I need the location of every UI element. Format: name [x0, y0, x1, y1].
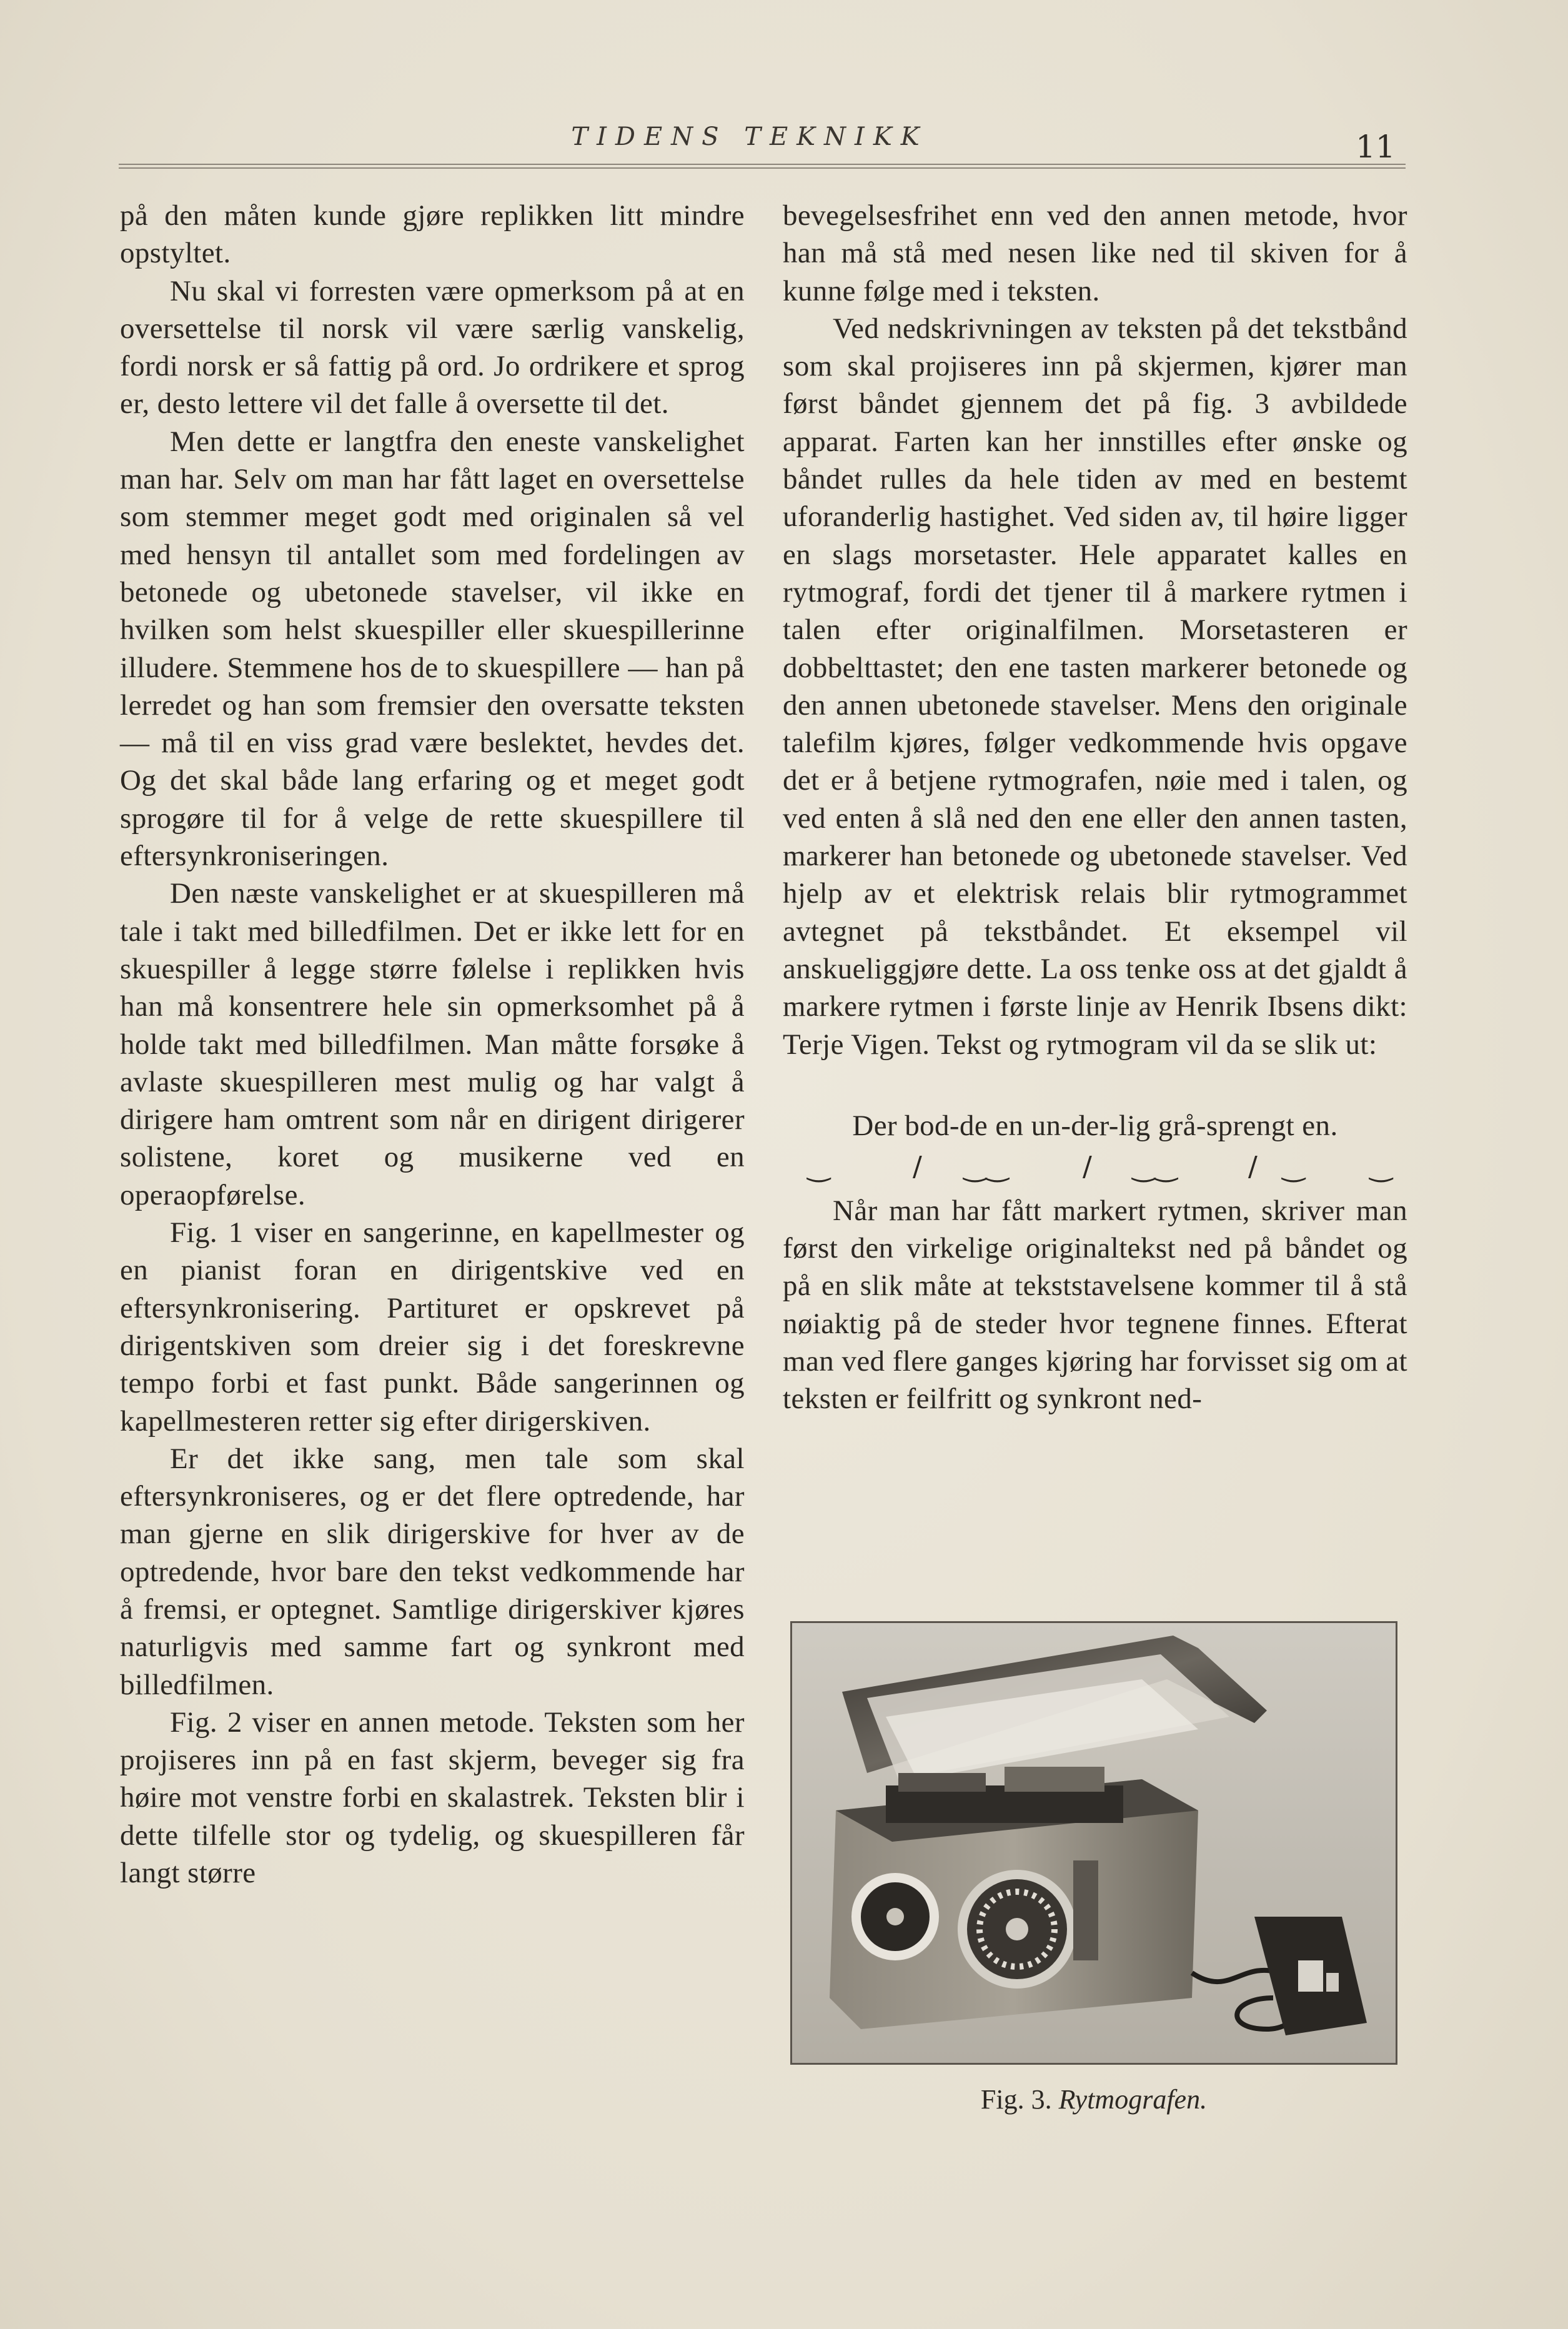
poem-line: Der bod-de en un-der-lig grå-sprengt en. [852, 1109, 1338, 1142]
left-column [120, 197, 745, 1892]
stressed-mark: / [1248, 1150, 1258, 1183]
unstressed-mark: ‿‿ [1133, 1150, 1178, 1183]
paragraph: Nu skal vi forresten være opmerksom på at en oversettelse til norsk vil være særlig vanskelig, fordi norsk er så fattig på ord. Jo ordrikere et sprog er, desto lettere vil det falle å oversette til det. [120, 274, 745, 420]
paragraph: Ved nedskrivningen av teksten på det tekstbånd som skal projiseres inn på skjermen, kjører man først båndet gjennem det på fig. 3 avbildede apparat. Farten kan her innstilles efter ønske og båndet rulles da hele tiden av med en bestemt uforanderlig hastighet. Ved siden av, til høire ligger en slags morsetaster. Hele apparatet kalles en rytmograf, fordi det tjener til å markere rytmen i talen efter originalfilmen. Morsetasteren er dobbelttastet; den ene tasten markerer betonede og den annen ubetonede stavelser. Mens den originale talefilm kjøres, følger vedkommende hvis opgave det er å betjene rytmografen, nøie med i talen, og ved enten å slå ned den ene eller den annen tasten, markerer han betonede og ubetonede stavelser. Ved hjelp av et elektrisk relais blir rytmogrammet avtegnet på tekstbåndet. Et eksempel vil anskueliggjøre dette. La oss tenke oss at det gjaldt å markere rytmen i første linje av Henrik Ibsens dikt: Terje Vigen. Tekst og rytmogram vil da se slik ut: [783, 312, 1407, 1061]
paragraph: Fig. 1 viser en sangerinne, en kapellmester og en pianist foran en dirigentskive ved en eftersynkronisering. Partituret er opskrevet på dirigentskiven som dreier sig i det foreskrevne tempo forbi et fast punkt. Både sangerinnen og kapellmesteren retter sig efter dirigerskiven. [120, 1216, 745, 1438]
paragraph: Fig. 2 viser en annen metode. Teksten som her projiseres inn på en fast skjerm, beveger sig fra høire mot venstre forbi en skalastrek. Teksten blir i dette tilfelle stor og tydelig, og skuespilleren får langt større [120, 1706, 745, 1890]
figure-caption [790, 2083, 1397, 2115]
rhythmogram [783, 1148, 1407, 1192]
header-rule [119, 164, 1406, 169]
paragraph: Er det ikke sang, men tale som skal eftersynkroniseres, og er det flere optredende, har man gjerne en slik dirigerskive for hver av de optredende, hvor bare den tekst vedkommende har å fremsi, er optegnet. Samtlige dirigerskiver kjøres naturligvis med samme fart og synkront med billedfilmen. [120, 1442, 745, 1701]
paragraph: Når man har fått markert rytmen, skriver man først den virkelige originaltekst ned på båndet og på en slik måte at tekststavelsene kommer til å stå nøiaktig på de steder hvor tegnene finnes. Efterat man ved flere ganges kjøring har forvisset sig om at teksten er feilfritt og synkront ned- [783, 1194, 1407, 1416]
stressed-mark: / [913, 1150, 923, 1183]
rytmograf-illustration [792, 1623, 1396, 2063]
unstressed-mark: ‿ [1370, 1150, 1392, 1183]
stressed-mark: / [1083, 1150, 1093, 1183]
caption-title: Rytmografen. [1058, 2084, 1208, 2115]
paragraph: bevegelsesfrihet enn ved den annen metode, hvor han må stå med nesen like ned til skiven for å kunne følge med i teksten. [783, 199, 1407, 307]
paragraph: Men dette er langtfra den eneste vanskelighet man har. Selv om man har fått laget en oversettelse som stemmer meget godt med originalen så vel med hensyn til antallet som med fordelingen av betonede og ubetonede stavelser, vil ikke en hvilken som helst skuespiller eller skuespillerinne illudere. Stemmene hos de to skuespillere — han på lerredet og han som fremsier den oversatte teksten — må til en viss grad være beslektet, hevdes det. Og det skal både lang erfaring og et meget godt sprogøre til for å velge de rette skuespillere til eftersynkroniseringen. [120, 425, 745, 873]
paragraph: på den måten kunde gjøre replikken litt mindre opstyltet. [120, 199, 745, 270]
paragraph: Den næste vanskelighet er at skuespilleren må tale i takt med billedfilmen. Det er ikke lett for en skuespiller å legge større følelse i replikken hvis han må konsentrere hele sin opmerksomhet på å holde takt med billedfilmen. Man måtte forsøke å avlaste skuespilleren mest mulig og har valgt å dirigere ham omtrent som når en dirigent dirigerer solistene, koret og musikerne ved en operaopførelse. [120, 877, 745, 1211]
unstressed-mark: ‿ [1283, 1150, 1305, 1183]
unstressed-mark: ‿‿ [964, 1150, 1009, 1183]
right-column [783, 197, 1407, 1418]
unstressed-mark: ‿ [808, 1150, 830, 1183]
caption-prefix: Fig. 3. [980, 2084, 1052, 2115]
rytmograf-photo [790, 1621, 1397, 2065]
page-number: 11 [1356, 129, 1396, 165]
running-title: TIDENS TEKNIKK [571, 122, 928, 151]
